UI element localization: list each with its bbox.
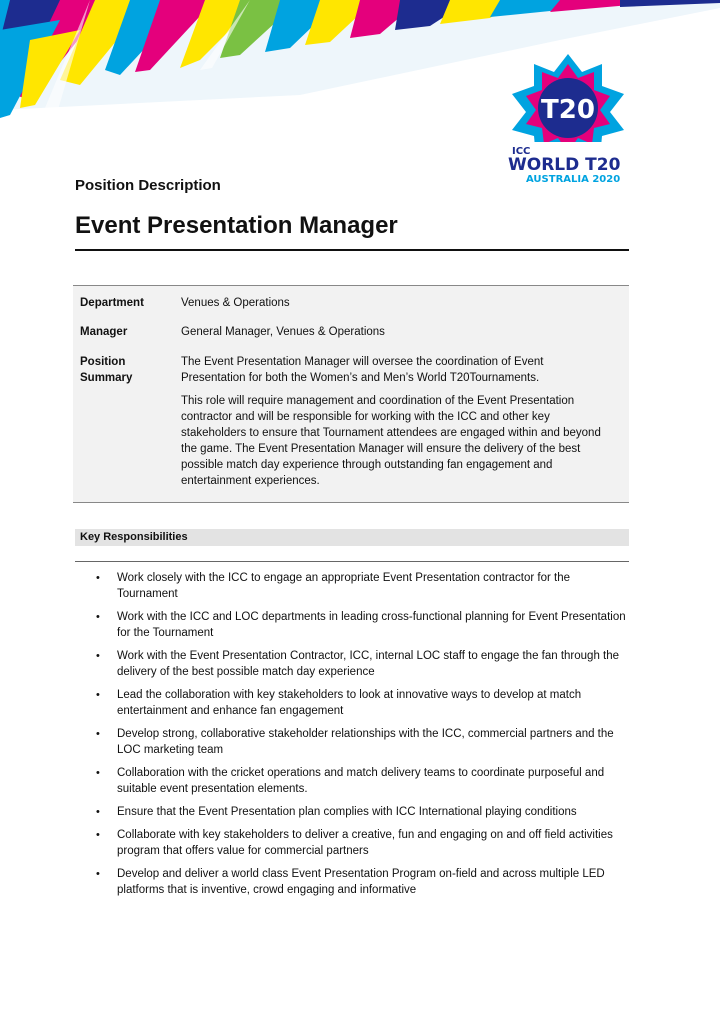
list-item-text: Lead the collaboration with key stakeholders to look at innovative ways to develop at match entertainment and enhance fan engagement <box>117 689 582 717</box>
bullet-icon: • <box>96 806 100 818</box>
list-item-text: Collaborate with key stakeholders to deliver a creative, fun and engaging on and off field activities program that offers value for commercial partners <box>117 829 613 857</box>
bullet-icon: • <box>96 829 100 841</box>
list-item-text: Develop strong, collaborative stakeholder relationships with the ICC, commercial partners and the LOC marketing team <box>117 728 614 756</box>
manager-value: General Manager, Venues & Operations <box>181 326 385 338</box>
list-item-text: Collaboration with the cricket operations and match delivery teams to coordinate purposeful and suitable event presentation elements. <box>117 767 605 795</box>
icc-world-t20-logo <box>498 50 638 190</box>
list-item-text: Ensure that the Event Presentation plan complies with ICC International playing conditions <box>117 806 577 818</box>
position-info-table <box>73 285 629 503</box>
svg-text:T20: T20 <box>541 95 595 125</box>
list-item <box>93 570 628 602</box>
svg-text:AUSTRALIA 2020: AUSTRALIA 2020 <box>526 174 621 185</box>
position-summary-paragraph-1: The Event Presentation Manager will oversee the coordination of Event Presentation for both the Women’s and Men’s World T20Tournaments. <box>181 356 544 384</box>
list-item-text: Work with the Event Presentation Contractor, ICC, internal LOC staff to engage the fan through the delivery of the best possible match day experience <box>117 650 620 678</box>
list-item <box>93 804 628 820</box>
department-label: Department <box>80 297 144 309</box>
key-responsibilities-heading: Key Responsibilities <box>75 529 629 546</box>
department-value: Venues & Operations <box>181 297 290 309</box>
position-summary-label-line2: Summary <box>80 372 133 384</box>
title-divider <box>75 249 629 251</box>
bullet-icon: • <box>96 572 100 584</box>
document-label: Position Description <box>75 177 221 194</box>
responsibilities-list <box>93 570 628 905</box>
svg-text:ICC: ICC <box>512 146 531 157</box>
bullet-icon: • <box>96 728 100 740</box>
list-item-text: Work with the ICC and LOC departments in leading cross-functional planning for Event Presentation for the Tournament <box>117 611 626 639</box>
bullet-icon: • <box>96 767 100 779</box>
bullet-icon: • <box>96 611 100 623</box>
bullet-icon: • <box>96 689 100 701</box>
list-item <box>93 726 628 758</box>
list-item <box>93 765 628 797</box>
list-item <box>93 687 628 719</box>
svg-text:WORLD T20: WORLD T20 <box>508 155 621 175</box>
list-item <box>93 866 628 898</box>
position-summary-label-line1: Position <box>80 356 126 368</box>
list-item <box>93 609 628 641</box>
list-item <box>93 648 628 680</box>
position-summary-paragraph-2: This role will require management and coordination of the Event Presentation contractor and will be responsible for working with the ICC and other key stakeholders to ensure that Tournament attendees are engaged within and beyond the game. The Event Presentation Manager will ensure the delivery of the best possible match day experience through outstanding fan engagement and entertainment experiences. <box>181 395 601 487</box>
bullet-icon: • <box>96 650 100 662</box>
page-title: Event Presentation Manager <box>75 212 398 239</box>
bullet-icon: • <box>96 868 100 880</box>
manager-label: Manager <box>80 326 128 338</box>
list-item-text: Develop and deliver a world class Event Presentation Program on-field and across multiple LED platforms that is inventive, crowd engaging and informative <box>117 868 605 896</box>
list-item <box>93 827 628 859</box>
list-item-text: Work closely with the ICC to engage an appropriate Event Presentation contractor for the Tournament <box>117 572 571 600</box>
section-divider <box>75 561 629 562</box>
